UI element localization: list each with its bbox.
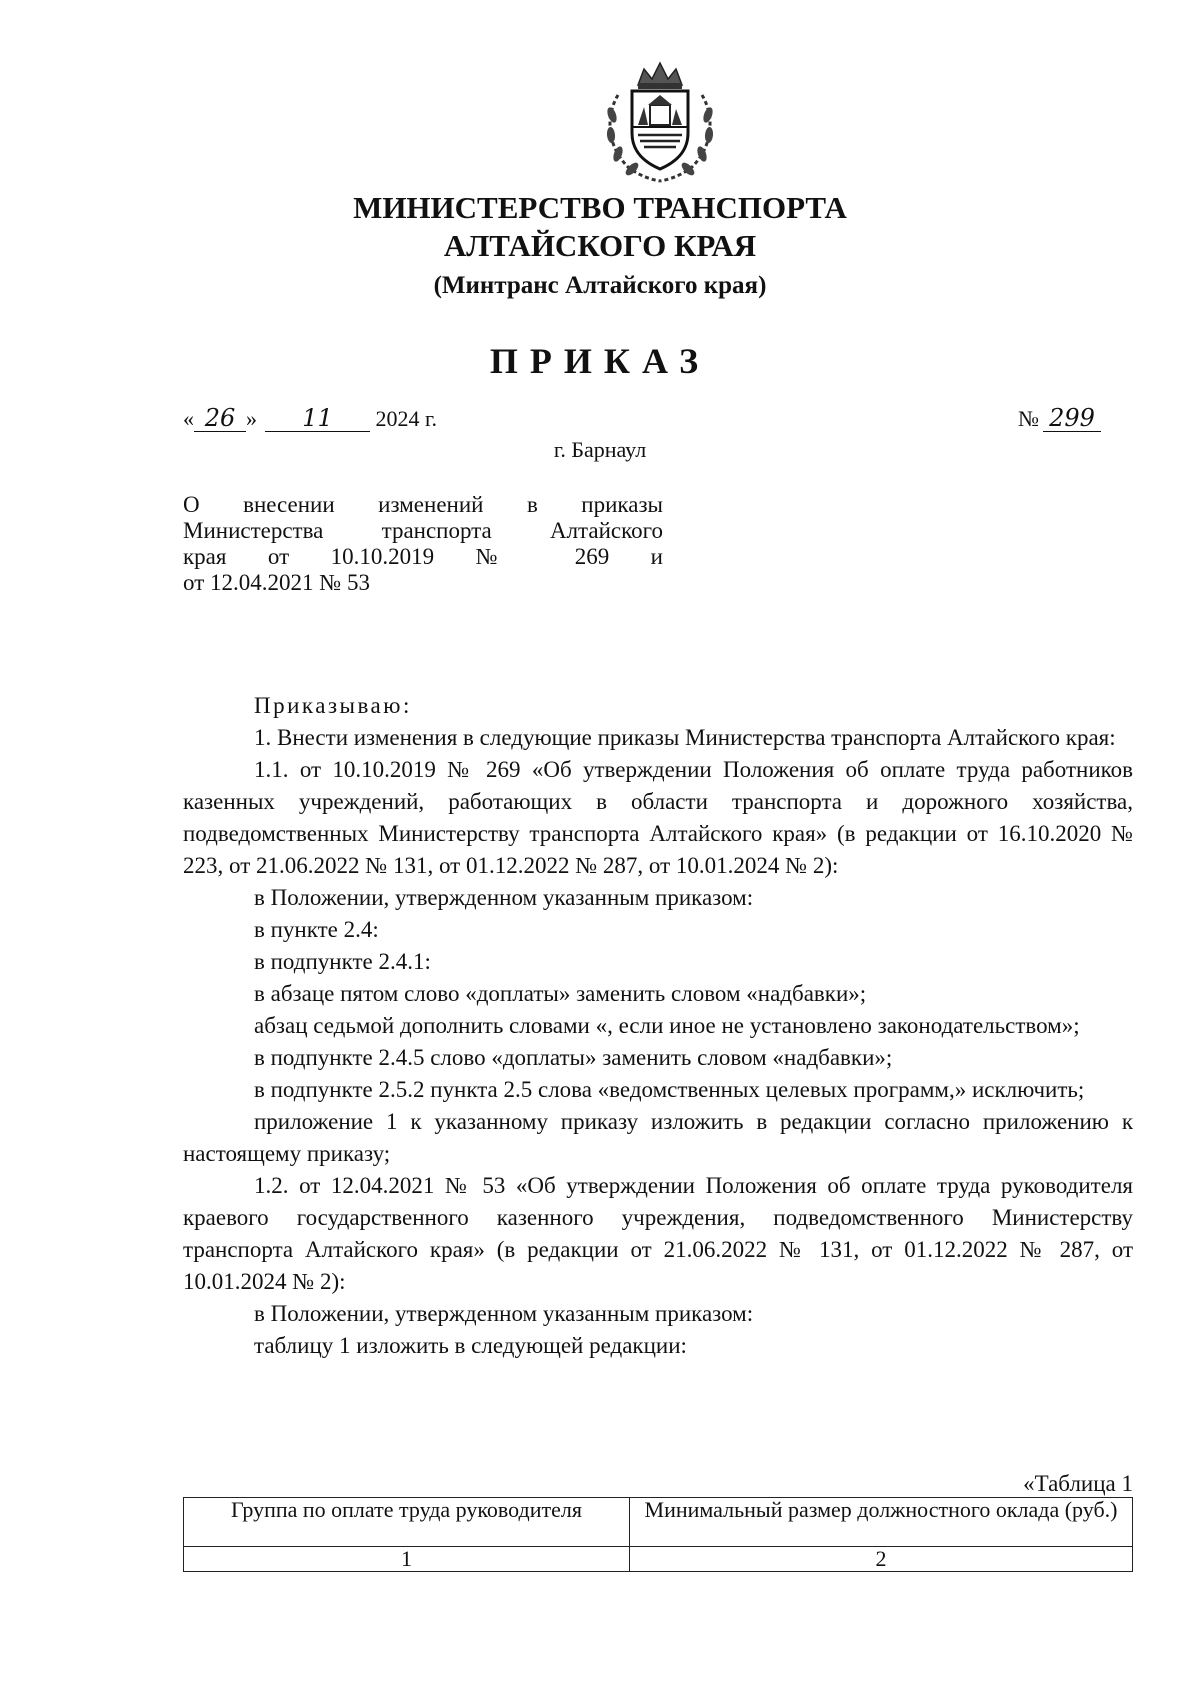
- order-body: [183, 690, 1133, 1362]
- salary-table: [183, 1497, 1133, 1572]
- table-column-number: 1: [184, 1547, 630, 1572]
- subject-line: Министерства транспорта Алтайского: [183, 518, 663, 543]
- subject-line: края от 10.10.2019 № 269 и: [183, 544, 663, 569]
- number-value-handwritten: 299: [1043, 405, 1101, 432]
- body-paragraph: 1.2. от 12.04.2021 № 53 «Об утверждении Положения об оплате труда руководителя краевого государственного казенного учреждения, подведомственного Министерству транспорта Алтайского края» (в редакции от 21.06.2022 № 131, от 01.12.2022 № 287, от 10.01.2024 № 2):: [183, 1173, 1133, 1294]
- order-date: [183, 405, 437, 432]
- subject-line: О внесении изменений в приказы: [183, 492, 663, 517]
- body-paragraph: таблицу 1 изложить в следующей редакции:: [254, 1333, 687, 1358]
- date-close-quote: »: [246, 406, 257, 431]
- table-header-cell: Минимальный размер должностного оклада (руб.): [630, 1498, 1133, 1547]
- table-header-row: [184, 1498, 1133, 1547]
- table-header-cell: Группа по оплате труда руководителя: [184, 1498, 630, 1547]
- body-paragraph: в Положении, утвержденном указанным приказом:: [254, 885, 754, 910]
- body-paragraph: абзац седьмой дополнить словами «, если иное не установлено законодательством»;: [254, 1013, 1080, 1038]
- ministry-name-line1: МИНИСТЕРСТВО ТРАНСПОРТА: [353, 190, 847, 225]
- date-day-handwritten: 26: [194, 405, 246, 432]
- subject-line: от 12.04.2021 № 53: [183, 570, 370, 595]
- order-subject: [183, 492, 663, 596]
- body-paragraph: в пункте 2.4:: [254, 917, 379, 942]
- order-directive: Приказываю:: [254, 693, 412, 718]
- altai-krai-coat-of-arms-icon: [598, 55, 722, 185]
- body-paragraph: в подпункте 2.4.5 слово «доплаты» заменить словом «надбавки»;: [254, 1045, 893, 1070]
- body-paragraph: 1.1. от 10.10.2019 № 269 «Об утверждении Положения об оплате труда работников казенных учреждений, работающих в области транспорта и дорожного хозяйства, подведомственных Министерству транспорта Алтайского края» (в редакции от 16.10.2020 № 223, от 21.06.2022 № 131, от 01.12.2022 № 287, от 10.01.2024 № 2):: [183, 757, 1133, 878]
- date-year: 2024 г.: [375, 406, 438, 431]
- ministry-name-line2: АЛТАЙСКОГО КРАЯ: [443, 228, 757, 263]
- table-column-number: 2: [630, 1547, 1133, 1572]
- body-paragraph: в подпункте 2.4.1:: [254, 949, 431, 974]
- city-label: г. Барнаул: [553, 437, 647, 462]
- document-type-title: ПРИКАЗ: [489, 341, 711, 381]
- table-caption: «Таблица 1: [1023, 1471, 1133, 1496]
- date-month-handwritten: 11: [265, 405, 370, 432]
- table-column-numbers-row: [184, 1547, 1133, 1572]
- order-number: [1018, 405, 1101, 432]
- body-paragraph: в абзаце пятом слово «доплаты» заменить словом «надбавки»;: [254, 981, 867, 1006]
- body-paragraph: в Положении, утвержденном указанным приказом:: [254, 1301, 754, 1326]
- body-paragraph: 1. Внести изменения в следующие приказы Министерства транспорта Алтайского края:: [254, 725, 1116, 750]
- number-label: №: [1018, 406, 1039, 431]
- ministry-short-name: (Минтранс Алтайского края): [433, 272, 767, 299]
- date-open-quote: «: [183, 406, 194, 431]
- body-paragraph: в подпункте 2.5.2 пункта 2.5 слова «ведомственных целевых программ,» исключить;: [254, 1077, 1085, 1102]
- body-paragraph: приложение 1 к указанному приказу изложить в редакции согласно приложению к настоящему приказу;: [183, 1109, 1133, 1166]
